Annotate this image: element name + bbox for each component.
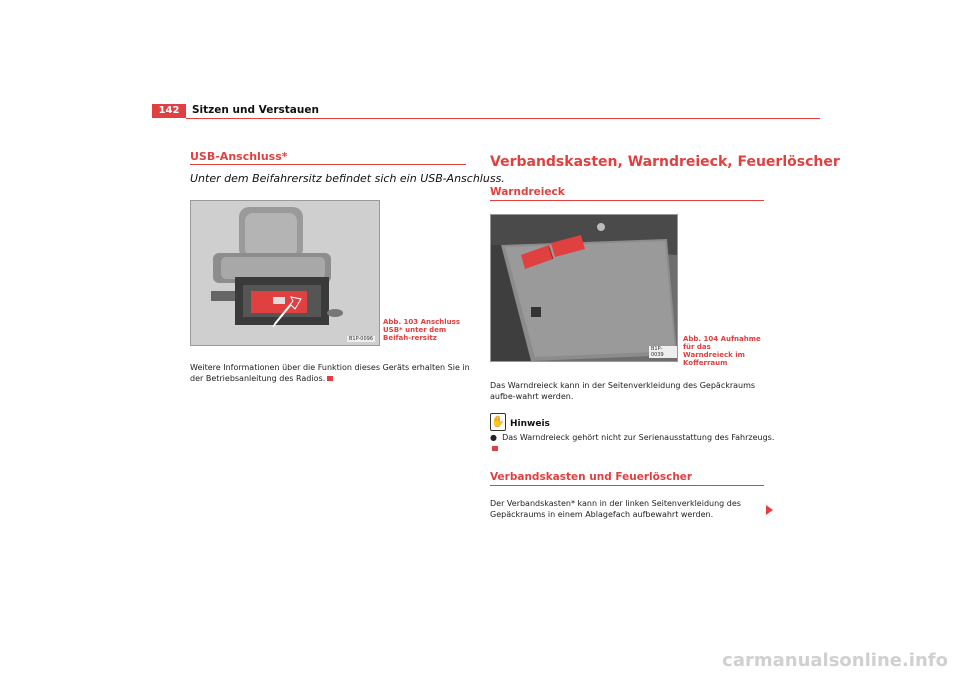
verbandskasten-paragraph: Der Verbandskasten* kann in der linken Seitenverkleidung des Gepäckraums in einem Ablagefach aufbewahrt werden. [490,499,741,519]
hint-bullet-text: Das Warndreieck gehört nicht zur Serienausstattung des Fahrzeugs. [502,433,775,442]
trunk-figure [490,214,678,362]
header-rule [186,118,820,119]
note-icon: ✋ [490,413,506,431]
usb-lead: Unter dem Beifahrersitz befindet sich ein USB-Anschluss. [190,172,505,185]
usb-paragraph [190,362,470,384]
next-page-arrow-icon [766,505,773,515]
usb-paragraph-text: Weitere Informationen über die Funktion dieses Geräts erhalten Sie in der Betriebsanleitung des Radios. [190,363,470,383]
trunk-illustration [491,215,677,361]
page-number: 142 [152,104,186,118]
usb-heading-rule [190,164,466,165]
main-heading: Verbandskasten, Warndreieck, Feuerlöscher [490,154,840,170]
warndreieck-heading-rule [490,200,764,201]
bullet-icon: ● [490,433,503,442]
seat-illustration [191,201,379,345]
verbandskasten-heading-rule [490,485,764,486]
section-end-icon [327,376,333,381]
trunk-figure-caption: Abb. 104 Aufnahme für das Warndreieck im Kofferraum [683,335,761,367]
page-header-title: Sitzen und Verstauen [192,104,319,116]
usb-figure-code: B1P-0096 [348,336,373,342]
hint-title: Hinweis [510,419,550,429]
warndreieck-paragraph: Das Warndreieck kann in der Seitenverkleidung des Gepäckraums aufbe-wahrt werden. [490,381,756,401]
verbandskasten-heading: Verbandskasten und Feuerlöscher [490,471,693,483]
usb-heading: USB-Anschluss* [190,150,288,163]
trunk-figure-code: B1P-0039 [649,346,677,358]
warndreieck-heading: Warndreieck [490,186,565,198]
watermark: carmanualsonline.info [722,650,948,671]
usb-figure-caption: Abb. 103 Anschluss USB* unter dem Beifah-rersitz [383,318,460,342]
usb-figure [190,200,380,346]
hint-bullet [490,432,775,454]
section-end-icon [492,446,498,451]
